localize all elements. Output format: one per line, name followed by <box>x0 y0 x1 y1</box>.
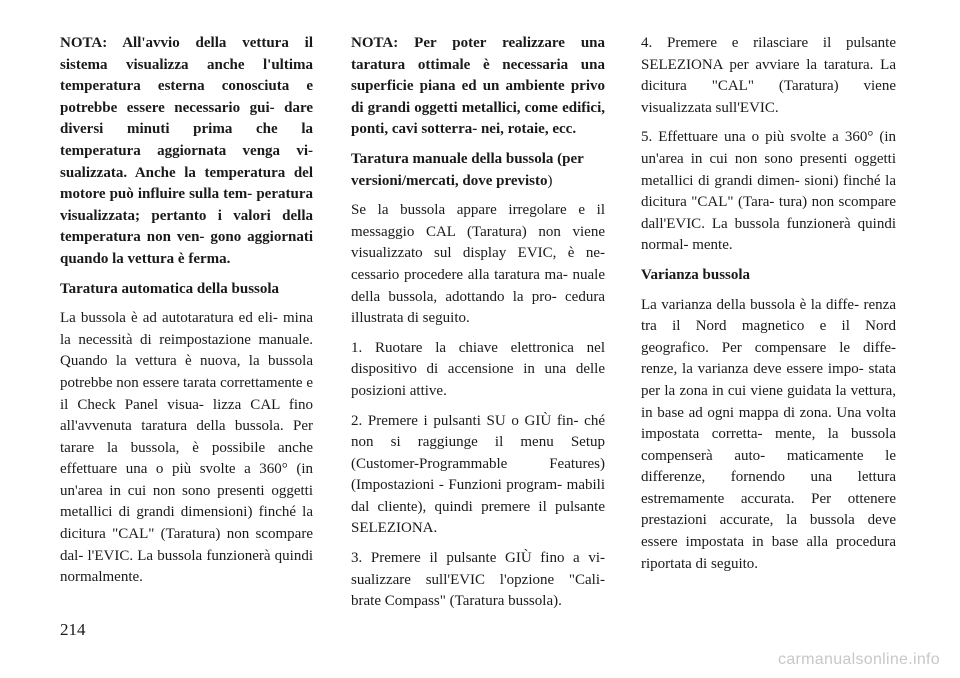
note-outside-temperature: NOTA: All'avvio della vettura il sistema visualizza anche l'ultima temperatura esterna conosciuta e potrebbe essere necessario gui- dare diversi minuti prima che la temperatura aggiornata venga vi- sualizzata. Anche la temperatura del motore può influire sulla tem- peratura visualizzata; pertanto i valori della temperatura non ven- gono aggiornati quando la vettura è ferma. <box>60 35 313 267</box>
step-3: 3. Premere il pulsante GIÙ fino a vi- sualizzare sull'EVIC l'opzione "Cali- brate Compass" (Taratura bussola). <box>351 550 605 610</box>
heading-automatic-compass-calibration: Taratura automatica della bussola <box>60 280 280 297</box>
heading-manual-calibration-paren: ) <box>547 172 553 189</box>
paragraph-manual-calibration: Se la bussola appare irregolare e il messaggio CAL (Taratura) non viene visualizzato sul display EVIC, è ne- cessario procedere alla taratura ma- nuale della bussola, adottando la pro- cedura illustrata di seguito. <box>351 202 605 327</box>
column-left <box>60 33 313 597</box>
column-right <box>641 33 896 583</box>
watermark: carmanualsonline.info <box>778 651 940 668</box>
heading-manual-compass-calibration <box>351 149 605 192</box>
step-5: 5. Effettuare una o più svolte a 360° (in un'area in cui non sono presenti oggetti metallici di grandi dimen- sioni) finché la dicitura "CAL" (Tara- tura) non scompare dall'EVIC. La bussola funzionerà quindi normal- mente. <box>641 129 896 254</box>
paragraph-automatic-calibration: La bussola è ad autotaratura ed eli- mina la necessità di reimpostazione manuale. Quando la vettura è nuova, la bussola potrebbe non essere tarata correttamente e il Check Panel visua- lizza CAL fino all'avvenuta taratura della bussola. Per tarare la bussola, è possibile anche effettuare una o più svolte a 360° (in un'area in cui non sono presenti oggetti metallici di grandi dimensioni) finché la dicitura "CAL" (Taratura) non scompare dal- l'EVIC. La bussola funzionerà quindi normalmente. <box>60 310 313 586</box>
step-1: 1. Ruotare la chiave elettronica nel dispositivo di accensione in una delle posizioni attive. <box>351 339 605 399</box>
column-middle <box>351 33 605 621</box>
step-4: 4. Premere e rilasciare il pulsante SELEZIONA per avviare la taratura. La dicitura "CAL" (Taratura) viene visualizzata sull'EVIC. <box>641 35 896 116</box>
step-2: 2. Premere i pulsanti SU o GIÙ fin- ché non si raggiunge il menu Setup (Customer-Programmable Features) (Impostazioni - Funzioni program- mabili dal cliente), quindi premere il pulsante SELEZIONA. <box>351 412 605 537</box>
paragraph-compass-variance: La varianza della bussola è la diffe- renza tra il Nord magnetico e il Nord geografico. Per compensare le diffe- renze, la varianza deve essere impo- stata per la zona in cui viene guidata la vettura, in base ad ogni mappa di zona. Una volta impostata corretta- mente, la bussola compenserà auto- maticamente le differenze, fornendo una lettura estremamente accurata. Per ottenere prestazioni accurate, la bussola deve essere impostata in base alla procedura riportata di seguito. <box>641 296 896 572</box>
heading-manual-calibration-text: Taratura manuale della bussola (per versioni/mercati, dove previsto <box>351 150 584 189</box>
note-optimal-calibration: NOTA: Per poter realizzare una taratura ottimale è necessaria una superficie piana ed un ambiente privo di grandi oggetti metallici, come edifici, ponti, cavi sotterra- nei, rotaie, ecc. <box>351 35 605 138</box>
page-number: 214 <box>60 620 86 639</box>
heading-compass-variance: Varianza bussola <box>641 266 751 283</box>
